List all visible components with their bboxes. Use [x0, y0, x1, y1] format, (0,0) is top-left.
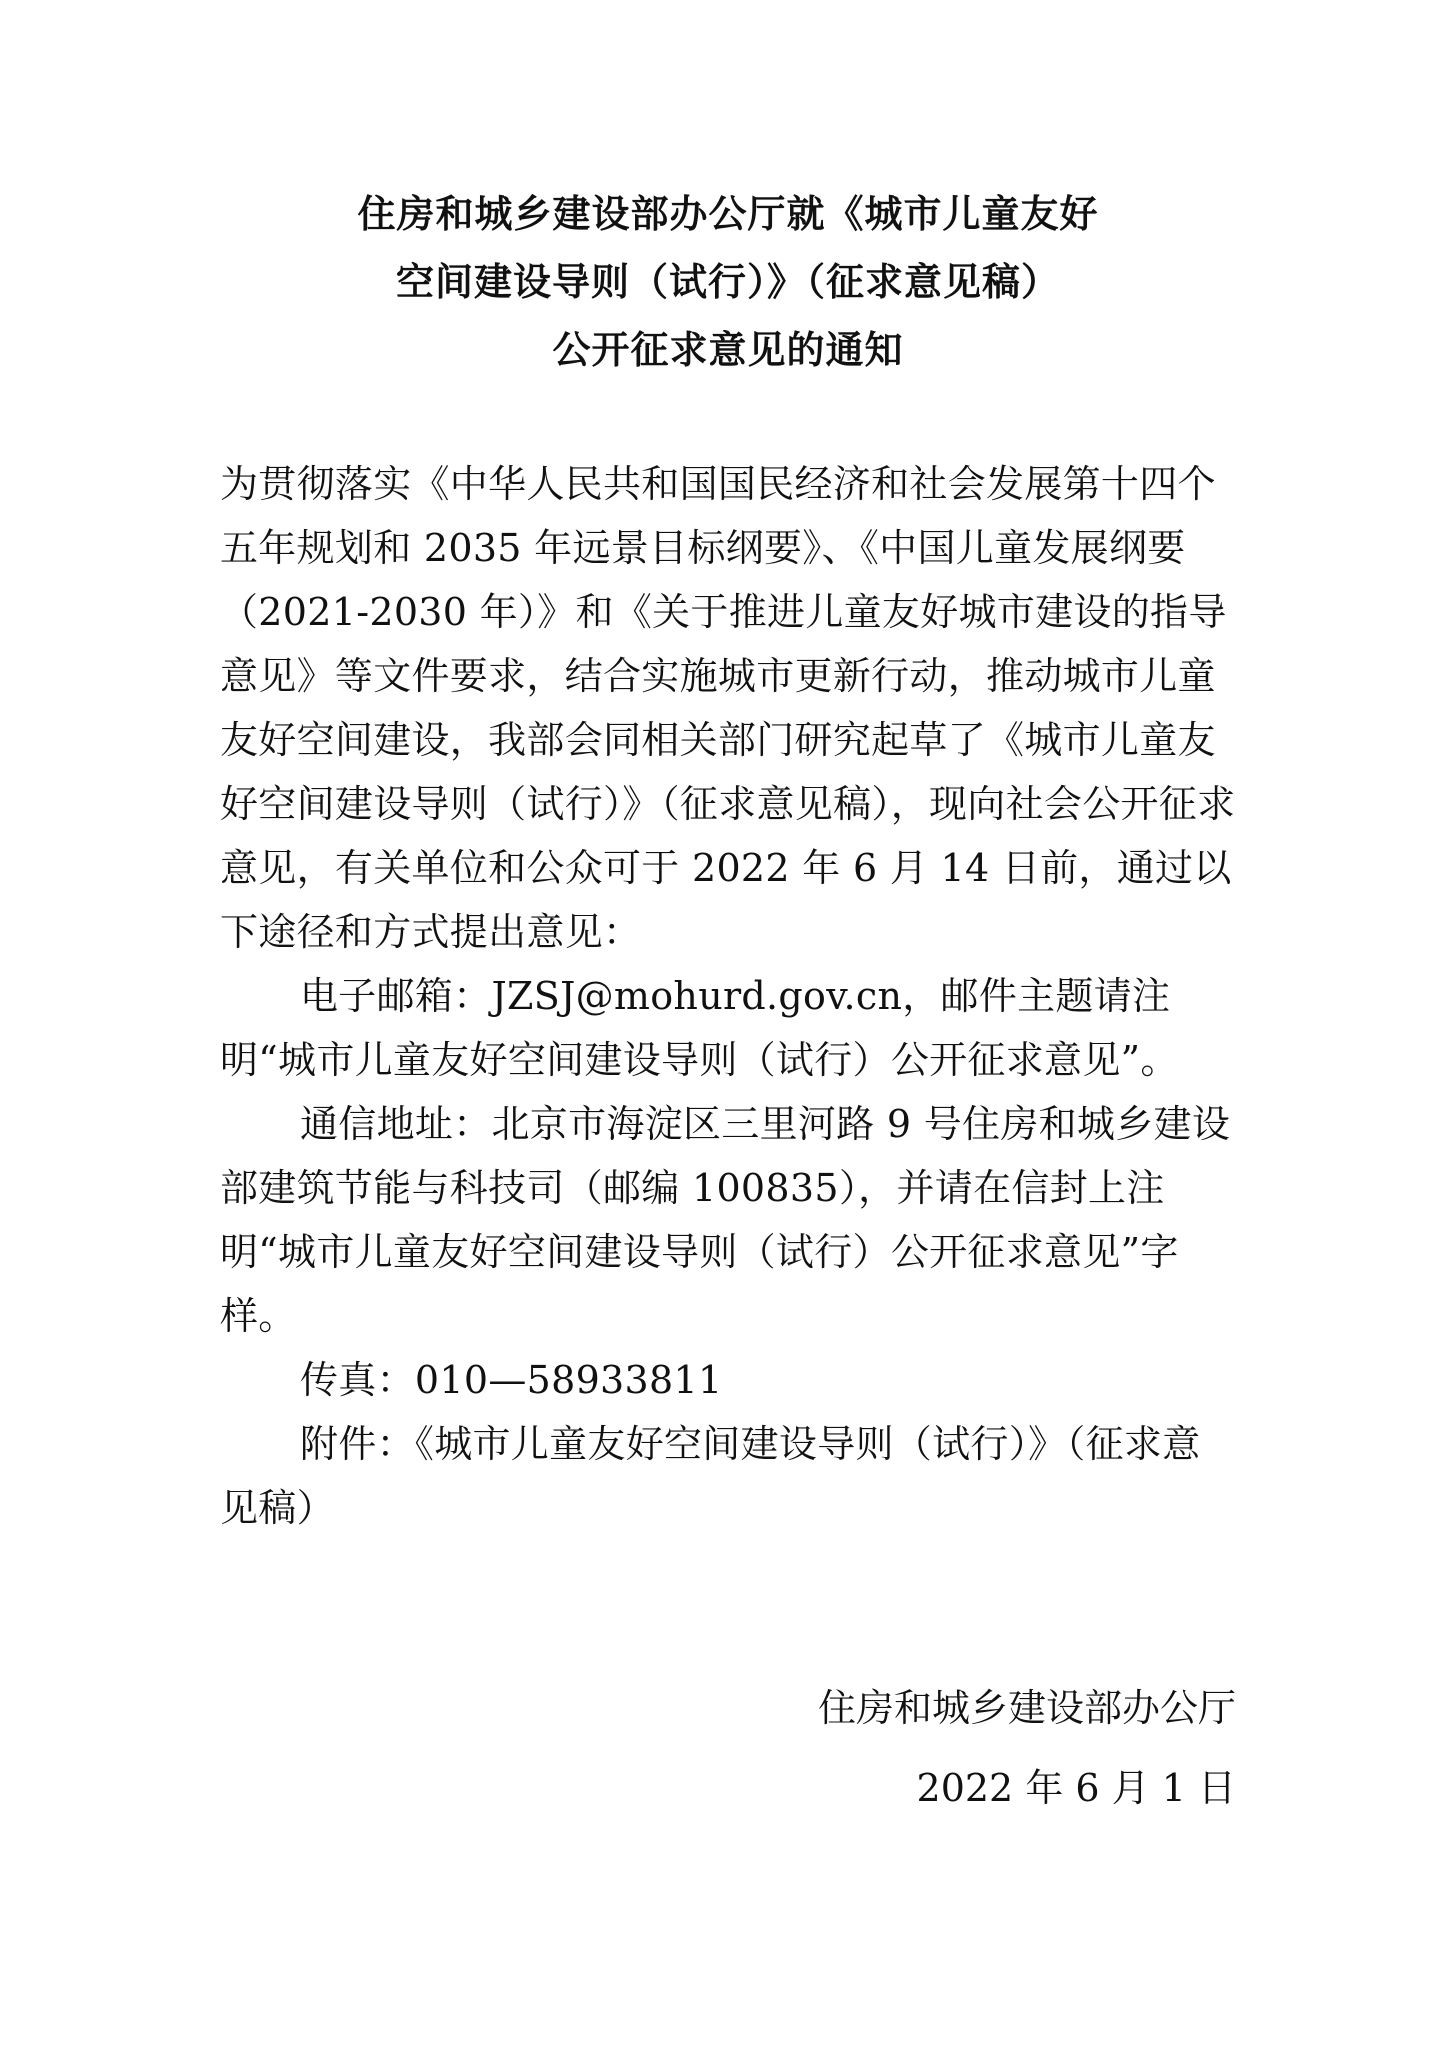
fax-paragraph: 传真：010—58933811: [300, 1358, 723, 1402]
signature-block: [700, 1668, 1236, 1828]
attachment-paragraph: 附件：《城市儿童友好空间建设导则（试行）》（征求意见稿）: [220, 1422, 1201, 1530]
title-line-1: 住房和城乡建设部办公厅就《城市儿童友好: [357, 192, 1099, 236]
document-body: [220, 452, 1236, 1540]
title-line-2: 空间建设导则（试行）》（征求意见稿）: [395, 260, 1060, 304]
email-paragraph: 电子邮箱：JZSJ@mohurd.gov.cn，邮件主题请注明“城市儿童友好空间建设导则（试行）公开征求意见”。: [220, 974, 1179, 1082]
title-line-3: 公开征求意见的通知: [552, 328, 904, 372]
signature-date: 2022 年 6 月 1 日: [916, 1766, 1236, 1810]
document-title: [220, 180, 1236, 384]
signature-org: 住房和城乡建设部办公厅: [817, 1686, 1236, 1730]
intro-paragraph: 为贯彻落实《中华人民共和国国民经济和社会发展第十四个五年规划和 2035 年远景目标纲要》、《中国儿童发展纲要（2021-2030 年）》和《关于推进儿童友好城市建设的指导意见》等文件要求，结合实施城市更新行动，推动城市儿童友好空间建设，我部会同相关部门研究起草了《城市儿童友好空间建设导则（试行）》（征求意见稿），现向社会公开征求意见，有关单位和公众可于 2022 年 6 月 14 日前，通过以下途径和方式提出意见：: [220, 462, 1236, 954]
address-paragraph: 通信地址：北京市海淀区三里河路 9 号住房和城乡建设部建筑节能与科技司（邮编 100835），并请在信封上注明“城市儿童友好空间建设导则（试行）公开征求意见”字样。: [220, 1102, 1231, 1338]
